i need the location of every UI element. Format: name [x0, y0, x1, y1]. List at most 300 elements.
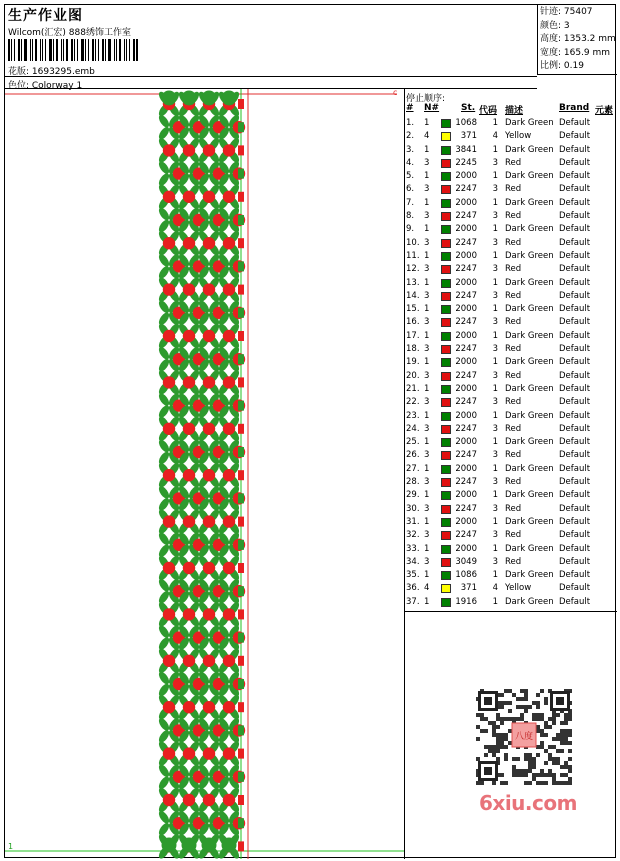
table-row	[405, 237, 617, 250]
row-needle: 3	[424, 556, 430, 567]
barcode-bar	[124, 39, 125, 61]
color-swatch	[441, 199, 451, 208]
row-brand: Default	[559, 118, 591, 128]
qr-module	[564, 765, 568, 769]
table-row	[405, 410, 617, 423]
edge-motif	[238, 586, 244, 596]
row-description: Red	[505, 184, 522, 195]
qr-module	[532, 717, 536, 721]
edge-motif	[238, 331, 244, 341]
row-stitches: 2247	[455, 423, 477, 434]
table-row	[405, 356, 617, 369]
flower-motif	[163, 376, 175, 388]
row-description: Red	[505, 157, 522, 168]
row-needle: 3	[424, 317, 430, 328]
row-brand: Default	[559, 503, 591, 514]
edge-motif	[238, 517, 244, 527]
qr-module	[500, 717, 504, 721]
row-index: 37.	[406, 596, 420, 607]
table-row	[405, 370, 617, 383]
row-description: Dark Green	[505, 277, 554, 288]
row-index: 5.	[406, 171, 415, 182]
qr-module	[492, 749, 496, 753]
qr-module	[536, 773, 540, 777]
row-code: 3	[492, 237, 498, 248]
row-code: 1	[492, 596, 498, 607]
color-swatch	[441, 252, 451, 261]
flower-motif	[163, 515, 175, 527]
qr-module	[560, 737, 564, 741]
qr-module	[548, 769, 552, 773]
barcode-bar	[66, 39, 68, 61]
qr-logo-text: 八度	[514, 732, 534, 742]
qr-module	[528, 757, 532, 761]
row-needle: 3	[424, 530, 430, 541]
qr-module	[504, 737, 508, 741]
leaf-motif	[157, 589, 171, 605]
edge-motif	[238, 401, 244, 411]
flower-motif	[203, 283, 215, 295]
edge-motif	[238, 609, 244, 619]
color-swatch	[441, 239, 451, 248]
row-brand: Default	[559, 211, 591, 222]
row-needle: 1	[424, 171, 430, 182]
row-stitches: 2247	[455, 450, 477, 461]
row-stitches: 2000	[455, 304, 477, 315]
qr-module	[500, 701, 504, 705]
row-code: 3	[492, 423, 498, 434]
row-needle: 1	[424, 118, 430, 128]
leaf-motif	[157, 636, 171, 652]
row-index: 13.	[406, 277, 420, 288]
row-needle: 3	[424, 290, 430, 301]
qr-module	[528, 705, 532, 709]
row-brand: Default	[559, 397, 591, 408]
qr-module	[516, 697, 520, 701]
row-brand: Default	[559, 171, 591, 182]
row-index: 27.	[406, 463, 420, 474]
row-index: 23.	[406, 410, 420, 421]
qr-module	[544, 749, 548, 753]
color-swatch	[441, 159, 451, 168]
row-needle: 3	[424, 211, 430, 222]
border-motif	[202, 91, 217, 106]
qr-module	[552, 737, 556, 741]
qr-module	[540, 717, 544, 721]
row-stitches: 1916	[455, 596, 477, 607]
row-brand: Default	[559, 197, 591, 208]
row-index: 9.	[406, 224, 415, 235]
qr-module	[480, 717, 484, 721]
table-row	[405, 396, 617, 409]
barcode-bar	[14, 39, 15, 61]
color-swatch	[441, 491, 451, 500]
qr-module	[524, 781, 528, 785]
row-code: 3	[492, 184, 498, 195]
color-swatch	[441, 558, 451, 567]
qr-module	[508, 689, 512, 693]
qr-module	[524, 697, 528, 701]
flower-motif	[203, 330, 215, 342]
row-needle: 3	[424, 477, 430, 488]
row-brand: Default	[559, 463, 591, 474]
table-row	[405, 343, 617, 356]
color-swatch	[441, 265, 451, 274]
qr-module	[564, 773, 568, 777]
row-index: 10.	[406, 237, 420, 248]
leaf-motif	[157, 299, 171, 315]
edge-motif	[238, 145, 244, 155]
qr-module	[540, 713, 544, 717]
row-needle: 3	[424, 370, 430, 381]
row-description: Dark Green	[505, 437, 554, 448]
row-brand: Default	[559, 250, 591, 261]
qr-module	[544, 725, 548, 729]
row-stitches: 371	[460, 583, 477, 594]
row-index: 1.	[406, 118, 415, 128]
barcode-bar	[30, 39, 31, 61]
leaf-motif	[157, 252, 171, 268]
row-code: 1	[492, 490, 498, 501]
qr-module	[552, 757, 556, 761]
qr-module	[560, 765, 564, 769]
flower-motif	[223, 283, 235, 295]
leaf-motif	[157, 670, 171, 686]
row-brand: Default	[559, 570, 591, 581]
row-index: 28.	[406, 477, 420, 488]
qr-module	[496, 717, 500, 721]
row-brand: Default	[559, 330, 591, 341]
barcode-bar	[119, 39, 121, 61]
color-swatch	[441, 225, 451, 234]
table-row	[405, 157, 617, 170]
qr-module	[496, 741, 500, 745]
row-code: 1	[492, 197, 498, 208]
row-index: 2.	[406, 131, 415, 142]
qr-module	[484, 717, 488, 721]
qr-module	[524, 689, 528, 693]
qr-module	[552, 761, 556, 765]
table-row	[405, 130, 617, 143]
flower-motif	[183, 330, 195, 342]
qr-module	[476, 713, 480, 717]
table-row	[405, 423, 617, 436]
leaf-motif	[157, 763, 171, 779]
qr-module	[564, 741, 568, 745]
row-description: Red	[505, 397, 522, 408]
row-code: 3	[492, 211, 498, 222]
qr-module	[504, 753, 508, 757]
color-swatch	[441, 425, 451, 434]
row-code: 3	[492, 477, 498, 488]
flower-motif	[203, 376, 215, 388]
table-row	[405, 210, 617, 223]
row-index: 14.	[406, 290, 420, 301]
barcode-bar	[116, 39, 117, 61]
row-stitches: 2247	[455, 477, 477, 488]
table-row	[405, 476, 617, 489]
barcode-bar	[49, 39, 52, 61]
row-description: Dark Green	[505, 516, 554, 527]
qr-module	[512, 717, 516, 721]
color-swatch	[441, 398, 451, 407]
color-swatch	[441, 318, 451, 327]
qr-module	[556, 733, 560, 737]
row-brand: Default	[559, 383, 591, 394]
flower-motif	[223, 515, 235, 527]
flower-motif	[223, 469, 235, 481]
qr-module	[496, 725, 500, 729]
flower-motif	[183, 469, 195, 481]
table-row	[405, 436, 617, 449]
flower-motif	[163, 747, 175, 759]
row-index: 24.	[406, 423, 420, 434]
row-code: 1	[492, 250, 498, 261]
barcode-bar	[95, 39, 96, 61]
qr-module	[512, 757, 516, 761]
qr-module	[532, 701, 536, 705]
row-code: 3	[492, 264, 498, 275]
sequence-table-divider	[405, 611, 617, 612]
edge-motif	[238, 215, 244, 225]
qr-module	[536, 701, 540, 705]
qr-module	[552, 721, 556, 725]
barcode-bar	[53, 39, 54, 61]
leaf-motif	[157, 218, 171, 234]
qr-module	[564, 729, 568, 733]
header-index: #	[406, 103, 414, 113]
sequence-table-body	[405, 117, 617, 609]
row-stitches: 2247	[455, 290, 477, 301]
row-needle: 3	[424, 503, 430, 514]
barcode-bar	[133, 39, 135, 61]
flower-motif	[163, 608, 175, 620]
edge-motif	[238, 308, 244, 318]
row-description: Red	[505, 317, 522, 328]
border-motif	[222, 838, 237, 853]
row-description: Red	[505, 211, 522, 222]
row-description: Dark Green	[505, 596, 554, 607]
qr-module	[488, 745, 492, 749]
qr-module	[548, 773, 552, 777]
row-stitches: 2247	[455, 237, 477, 248]
qr-module	[540, 745, 544, 749]
qr-module	[540, 733, 544, 737]
qr-module	[508, 709, 512, 713]
qr-module	[504, 781, 508, 785]
leaf-motif	[157, 404, 171, 420]
flower-motif	[163, 701, 175, 713]
qr-module	[544, 773, 548, 777]
row-needle: 1	[424, 516, 430, 527]
row-needle: 3	[424, 237, 430, 248]
row-index: 6.	[406, 184, 415, 195]
flower-motif	[163, 144, 175, 156]
row-needle: 1	[424, 224, 430, 235]
row-description: Red	[505, 477, 522, 488]
qr-module	[492, 729, 496, 733]
flower-motif	[203, 701, 215, 713]
qr-module	[556, 749, 560, 753]
leaf-motif	[157, 113, 171, 129]
row-brand: Default	[559, 357, 591, 368]
qr-module	[540, 741, 544, 745]
flower-motif	[203, 794, 215, 806]
qr-module	[496, 745, 500, 749]
qr-module	[544, 733, 548, 737]
qr-module	[480, 781, 484, 785]
flower-motif	[163, 469, 175, 481]
watermark-site: 6xiu.com	[479, 791, 577, 815]
qr-module	[512, 693, 516, 697]
table-row	[405, 183, 617, 196]
row-code: 3	[492, 397, 498, 408]
qr-module	[544, 721, 548, 725]
row-code: 1	[492, 171, 498, 182]
design-width: 宽度: 165.9 mm	[540, 47, 611, 58]
qr-module	[520, 713, 524, 717]
table-row	[405, 277, 617, 290]
qr-module	[500, 733, 504, 737]
row-brand: Default	[559, 344, 591, 355]
stop-sequence-panel	[405, 89, 617, 859]
row-index: 20.	[406, 370, 420, 381]
table-row	[405, 223, 617, 236]
row-description: Dark Green	[505, 197, 554, 208]
qr-module	[556, 757, 560, 761]
header-description: 描述	[505, 106, 524, 116]
qr-module	[484, 729, 488, 733]
flower-motif	[183, 283, 195, 295]
row-stitches: 2245	[455, 157, 477, 168]
qr-module	[564, 781, 568, 785]
row-index: 29.	[406, 490, 420, 501]
color-swatch	[441, 345, 451, 354]
row-code: 4	[492, 583, 498, 594]
qr-module	[476, 725, 480, 729]
edge-motif	[238, 122, 244, 132]
row-stitches: 2000	[455, 277, 477, 288]
row-needle: 1	[424, 463, 430, 474]
qr-module	[524, 705, 528, 709]
color-swatch	[441, 531, 451, 540]
row-needle: 1	[424, 277, 430, 288]
qr-module	[496, 733, 500, 737]
flower-motif	[223, 144, 235, 156]
flower-motif	[183, 794, 195, 806]
qr-module	[516, 769, 520, 773]
qr-module	[492, 753, 496, 757]
row-index: 21.	[406, 383, 420, 394]
row-needle: 3	[424, 397, 430, 408]
flower-motif	[163, 330, 175, 342]
qr-module	[504, 757, 508, 761]
edge-motif	[238, 470, 244, 480]
row-code: 1	[492, 330, 498, 341]
row-stitches: 2247	[455, 530, 477, 541]
table-row	[405, 383, 617, 396]
barcode-bar	[98, 39, 99, 61]
leaf-motif	[157, 264, 171, 280]
flower-motif	[203, 747, 215, 759]
row-index: 19.	[406, 357, 420, 368]
row-needle: 1	[424, 596, 430, 607]
header-brand: Brand	[559, 103, 590, 113]
row-needle: 1	[424, 144, 430, 155]
qr-module	[500, 741, 504, 745]
row-description: Red	[505, 264, 522, 275]
row-description: Dark Green	[505, 463, 554, 474]
qr-module	[516, 705, 520, 709]
qr-module	[536, 729, 540, 733]
row-brand: Default	[559, 410, 591, 421]
barcode-bar	[74, 39, 75, 61]
barcode-bar	[105, 39, 106, 61]
table-row	[405, 263, 617, 276]
flower-motif	[203, 144, 215, 156]
qr-module	[496, 737, 500, 741]
color-swatch	[441, 185, 451, 194]
row-brand: Default	[559, 304, 591, 315]
qr-module	[524, 769, 528, 773]
leaf-motif	[157, 531, 171, 547]
row-stitches: 2000	[455, 250, 477, 261]
qr-module	[552, 781, 556, 785]
row-stitches: 371	[460, 131, 477, 142]
row-brand: Default	[559, 157, 591, 168]
barcode-bar	[11, 39, 12, 61]
row-needle: 1	[424, 570, 430, 581]
row-brand: Default	[559, 144, 591, 155]
row-index: 8.	[406, 211, 415, 222]
edge-motif	[238, 447, 244, 457]
flower-motif	[203, 423, 215, 435]
embroidery-preview	[5, 89, 404, 859]
qr-module	[520, 769, 524, 773]
leaf-motif	[157, 160, 171, 176]
barcode-bar	[136, 39, 138, 61]
flower-motif	[163, 794, 175, 806]
color-swatch	[441, 545, 451, 554]
row-stitches: 2247	[455, 264, 477, 275]
row-brand: Default	[559, 490, 591, 501]
row-stitches: 2000	[455, 357, 477, 368]
qr-module	[492, 781, 496, 785]
qr-module	[528, 769, 532, 773]
qr-module	[516, 773, 520, 777]
row-needle: 1	[424, 357, 430, 368]
qr-module	[568, 781, 572, 785]
design-stats	[537, 5, 617, 75]
color-swatch	[441, 478, 451, 487]
qr-module	[544, 761, 548, 765]
qr-module	[504, 689, 508, 693]
barcode-bar	[18, 39, 20, 61]
qr-module	[528, 753, 532, 757]
color-swatch	[441, 332, 451, 341]
row-stitches: 2247	[455, 344, 477, 355]
row-code: 3	[492, 317, 498, 328]
row-brand: Default	[559, 596, 591, 607]
row-brand: Default	[559, 423, 591, 434]
qr-module	[544, 701, 548, 705]
row-index: 32.	[406, 530, 420, 541]
row-description: Red	[505, 344, 522, 355]
barcode-bar	[21, 39, 22, 61]
leaf-motif	[157, 311, 171, 327]
header-stitches: St.	[461, 103, 476, 113]
row-brand: Default	[559, 184, 591, 195]
